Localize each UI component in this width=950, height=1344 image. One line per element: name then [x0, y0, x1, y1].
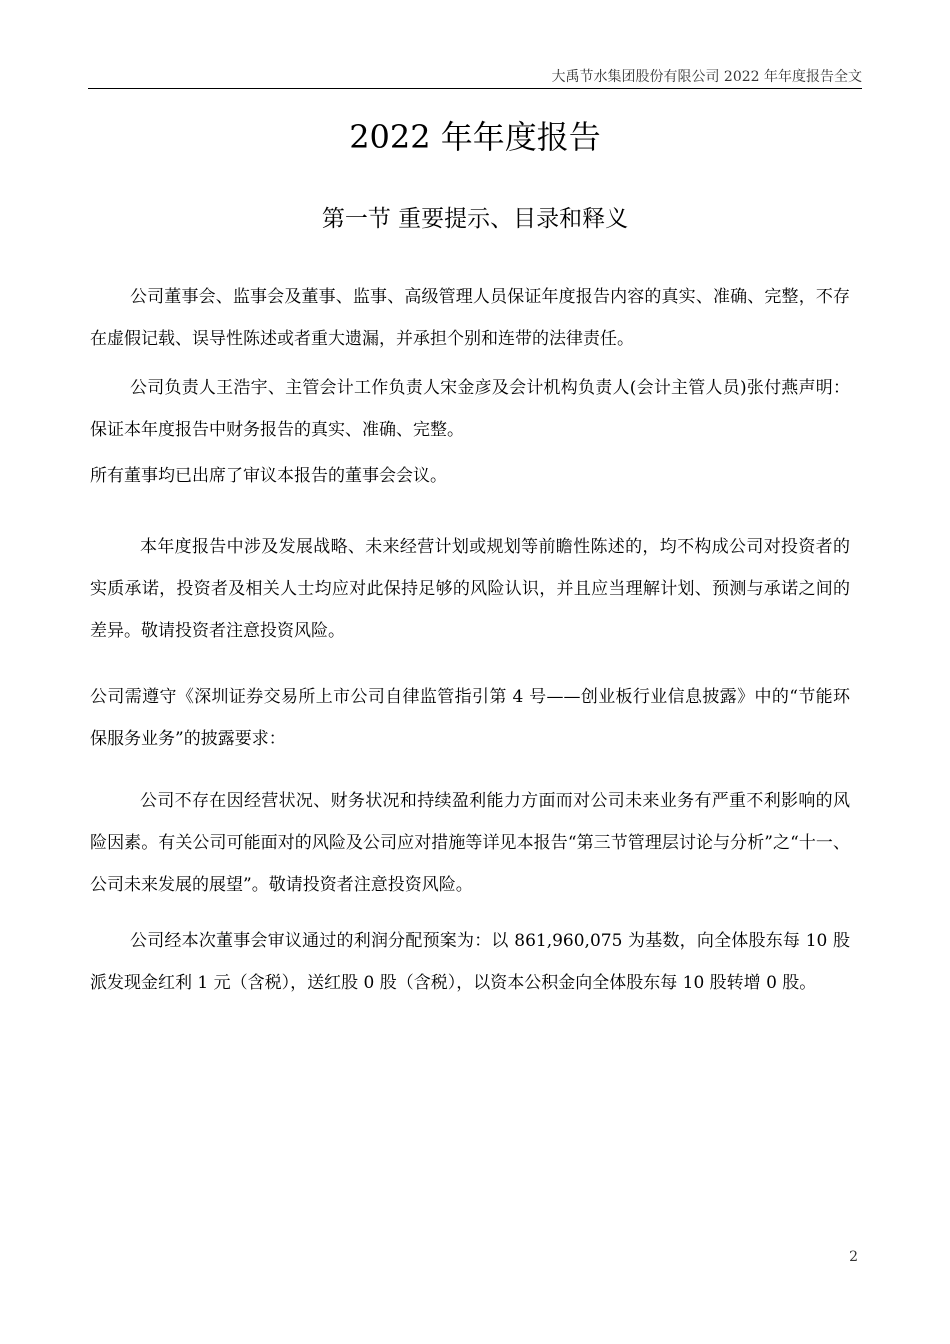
paragraph-responsibility-statement: 公司董事会、监事会及董事、监事、高级管理人员保证年度报告内容的真实、准确、完整，不存在虚假记载、误导性陈述或者重大遗漏，并承担个别和连带的法律责任。 [90, 287, 850, 349]
running-header: 大禹节水集团股份有限公司 2022 年年度报告全文 [551, 69, 862, 85]
paragraph-officer-declaration: 公司负责人王浩宇、主管会计工作负责人宋金彦及会计机构负责人(会计主管人员)张付燕声明：保证本年度报告中财务报告的真实、准确、完整。 [90, 378, 850, 440]
section-title: 第一节 重要提示、目录和释义 [321, 206, 629, 232]
paragraph-disclosure-requirement: 公司需遵守《深圳证券交易所上市公司自律监管指引第 4 号——创业板行业信息披露》中的“节能环保服务业务”的披露要求： [90, 687, 850, 749]
paragraph-profit-distribution: 公司经本次董事会审议通过的利润分配预案为：以 861,960,075 为基数，向全体股东每 10 股派发现金红利 1 元（含税），送红股 0 股（含税），以资本公积金向全体股东每 10 股转增 0 股。 [90, 931, 850, 993]
paragraph-risk-factors: 公司不存在因经营状况、财务状况和持续盈利能力方面而对公司未来业务有严重不利影响的风险因素。有关公司可能面对的风险及公司应对措施等详见本报告“第三节管理层讨论与分析”之“十一、公司未来发展的展望”。敬请投资者注意投资风险。 [90, 791, 850, 895]
page-number: 2 [849, 1249, 858, 1265]
paragraph-forward-looking-disclaimer: 本年度报告中涉及发展战略、未来经营计划或规划等前瞻性陈述的，均不构成公司对投资者的实质承诺，投资者及相关人士均应对此保持足够的风险认识，并且应当理解计划、预测与承诺之间的差异。敬请投资者注意投资风险。 [90, 537, 850, 641]
document-title: 2022 年年度报告 [349, 118, 601, 156]
paragraph-board-attendance: 所有董事均已出席了审议本报告的董事会会议。 [90, 466, 447, 486]
header-divider [88, 88, 862, 89]
